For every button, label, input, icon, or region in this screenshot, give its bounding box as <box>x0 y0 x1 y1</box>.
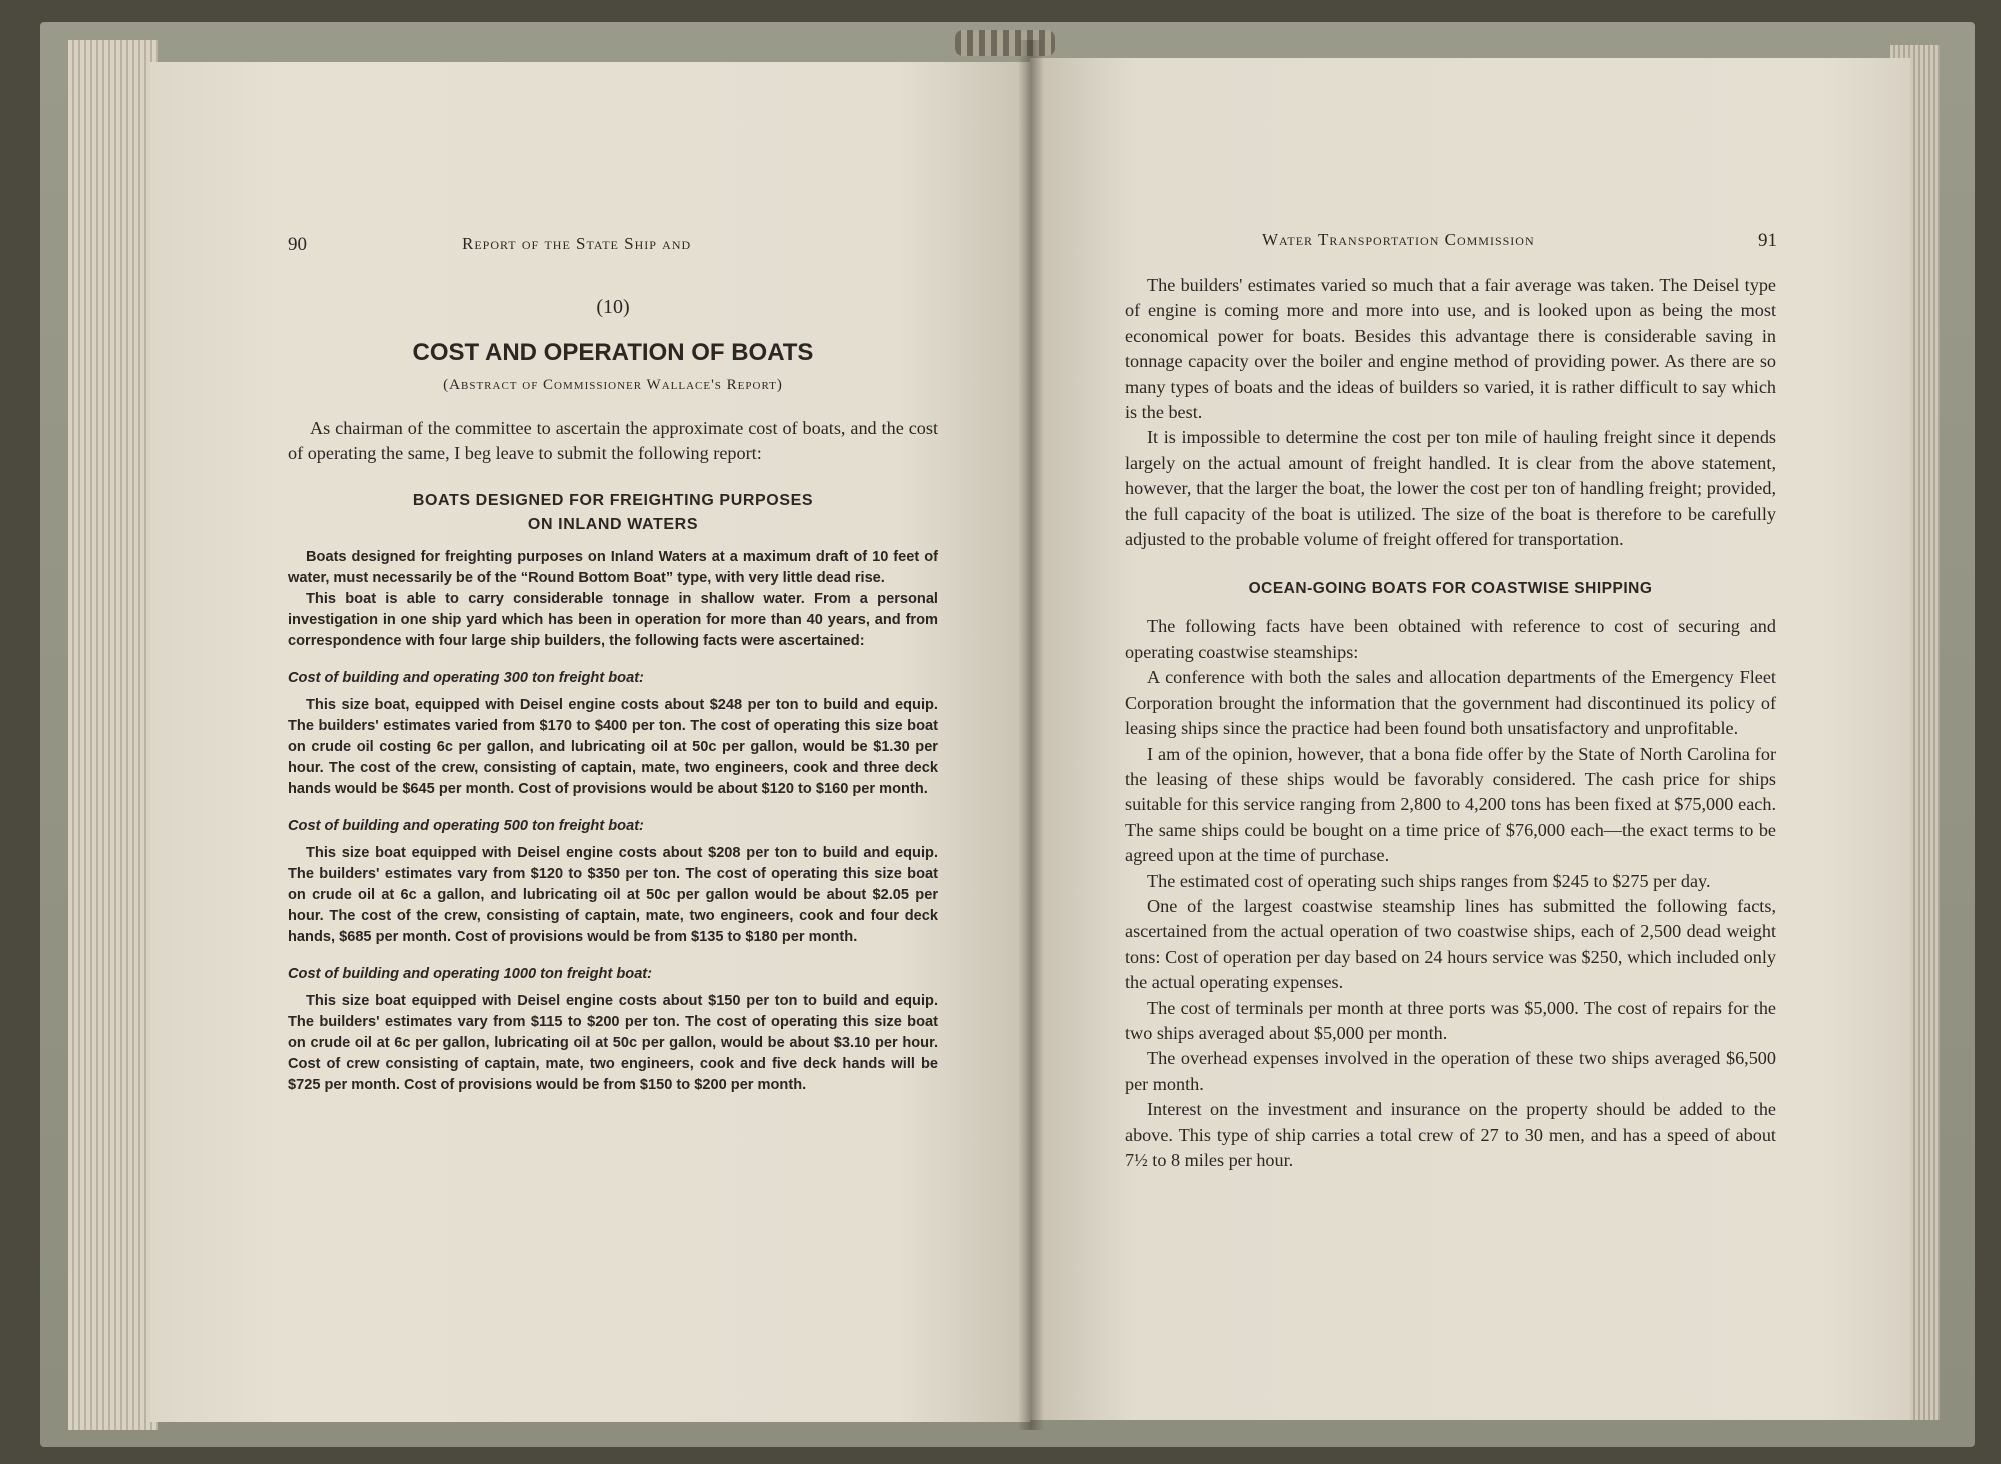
small-text-block <box>288 547 938 1096</box>
subsection-heading-500: Cost of building and operating 500 ton freight boat: <box>288 817 644 834</box>
subtitle: (Abstract of Commissioner Wallace's Report) <box>443 377 783 393</box>
paragraph-300: This size boat, equipped with Deisel engine costs about $248 per ton to build and equip. The builders' estimates varied from $170 to $400 per ton. The cost of operating this size boat on crude oil costing 6c per gallon, and lubricating oil at 50c per gallon, would be $1.30 per hour. The cost of the crew, consisting of captain, mate, two engineers, cook and three deck hands would be $645 per month. Cost of provisions would be about $120 to $160 per month. <box>288 696 938 797</box>
paragraph-500: This size boat equipped with Deisel engine costs about $208 per ton to build and equip. The builders' estimates vary from $120 to $350 per ton. The cost of operating this size boat on crude oil at 6c a gallon, and lubricating oil at 50c per gallon would be about $2.05 per hour. The cost of the crew, consisting of captain, mate, two engineers, cook and four deck hands, $685 per month. Cost of provisions would be from $135 to $180 per month. <box>288 844 938 945</box>
intro-paragraph: As chairman of the committee to ascertain the approximate cost of boats, and the cost of operating the same, I beg leave to submit the following report: <box>288 418 938 464</box>
left-column <box>288 290 938 1096</box>
page-edges-left <box>68 40 158 1430</box>
right-column <box>1125 273 1776 1173</box>
paragraph: The estimated cost of operating such ships ranges from $245 to $275 per day. <box>1147 870 1711 891</box>
paragraph: Boats designed for freighting purposes on Inland Waters at a maximum draft of 10 feet of water, must necessarily be of the “Round Bottom Boat” type, with very little dead rise. <box>288 548 938 586</box>
page-number: 90 <box>288 234 307 255</box>
paragraph: This boat is able to carry considerable tonnage in shallow water. From a personal investigation in one ship yard which has been in operation for more than 40 years, and from correspondence with four large ship builders, the following facts were ascertained: <box>288 590 938 649</box>
subsection-heading-1000: Cost of building and operating 1000 ton freight boat: <box>288 965 653 982</box>
paragraph: I am of the opinion, however, that a bona fide offer by the State of North Carolina for the leasing of these ships would be favorably considered. The cash price for ships suitable for this service ranging from 2,800 to 4,200 tons has been fixed at $75,000 each. The same ships could be bought on a time price of $76,000 each—the exact terms to be agreed upon at the time of purchase. <box>1125 743 1776 866</box>
paragraph-1000: This size boat equipped with Deisel engine costs about $150 per ton to build and equip. The builders' estimates vary from $115 to $200 per ton. The cost of operating this size boat on crude oil at 6c per gallon, lubricating oil at 50c per gallon, would be about $3.10 per hour. Cost of crew consisting of captain, mate, two engineers, cook and five deck hands will be $725 per month. Cost of provisions would be from $150 to $200 per month. <box>288 992 938 1093</box>
section-heading: OCEAN-GOING BOATS FOR COASTWISE SHIPPING <box>1248 580 1653 598</box>
page-title: COST AND OPERATION OF BOATS <box>412 339 814 366</box>
paragraph: One of the largest coastwise steamship lines has submitted the following facts, ascertained from the actual operation of two coastwise ships, each of 2,500 dead weight tons: Cost of operation per day based on 24 hours service was $250, which included only the actual operating expenses. <box>1125 895 1776 993</box>
running-head: Report of the State Ship and <box>462 234 692 253</box>
left-page <box>150 62 1030 1422</box>
running-head: Water Transportation Commission <box>1262 230 1535 249</box>
paragraph: The overhead expenses involved in the operation of these two ships averaged $6,500 per month. <box>1125 1048 1776 1094</box>
subsection-heading-300: Cost of building and operating 300 ton freight boat: <box>288 669 644 686</box>
book-gutter <box>1018 40 1044 1430</box>
page-number: 91 <box>1758 230 1777 251</box>
paragraph: The cost of terminals per month at three ports was $5,000. The cost of repairs for the two ships averaged about $5,000 per month. <box>1125 997 1776 1043</box>
right-page <box>1030 58 1910 1420</box>
paragraph: The following facts have been obtained with reference to cost of securing and operating coastwise steamships: <box>1125 616 1776 662</box>
section-number: (10) <box>596 296 630 318</box>
paragraph: It is impossible to determine the cost per ton mile of hauling freight since it depends largely on the actual amount of freight handled. It is clear from the above statement, however, that the larger the boat, the lower the cost per ton of handling freight; provided, the full capacity of the boat is utilized. The size of the boat is therefore to be carefully adjusted to the probable volume of freight offered for transportation. <box>1125 427 1776 550</box>
paragraph: Interest on the investment and insurance on the property should be added to the above. This type of ship carries a total crew of 27 to 30 men, and has a speed of about 7½ to 8 miles per hour. <box>1125 1099 1776 1170</box>
paragraph: A conference with both the sales and allocation departments of the Emergency Fleet Corporation brought the information that the government had discontinued its policy of leasing ships since the practice had been found both unsatisfactory and unprofitable. <box>1125 667 1776 739</box>
section-heading: BOATS DESIGNED FOR FREIGHTING PURPOSES ON INLAND WATERS <box>412 491 814 533</box>
paragraph: The builders' estimates varied so much that a fair average was taken. The Deisel type of engine is coming more and more into use, and is looked upon as being the most economical power for boats. Besides this advantage there is considerable saving in tonnage capacity over the boiler and engine method of providing power. As there are so many types of boats and the ideas of builders so varied, it is rather difficult to say which is the best. <box>1125 275 1776 423</box>
